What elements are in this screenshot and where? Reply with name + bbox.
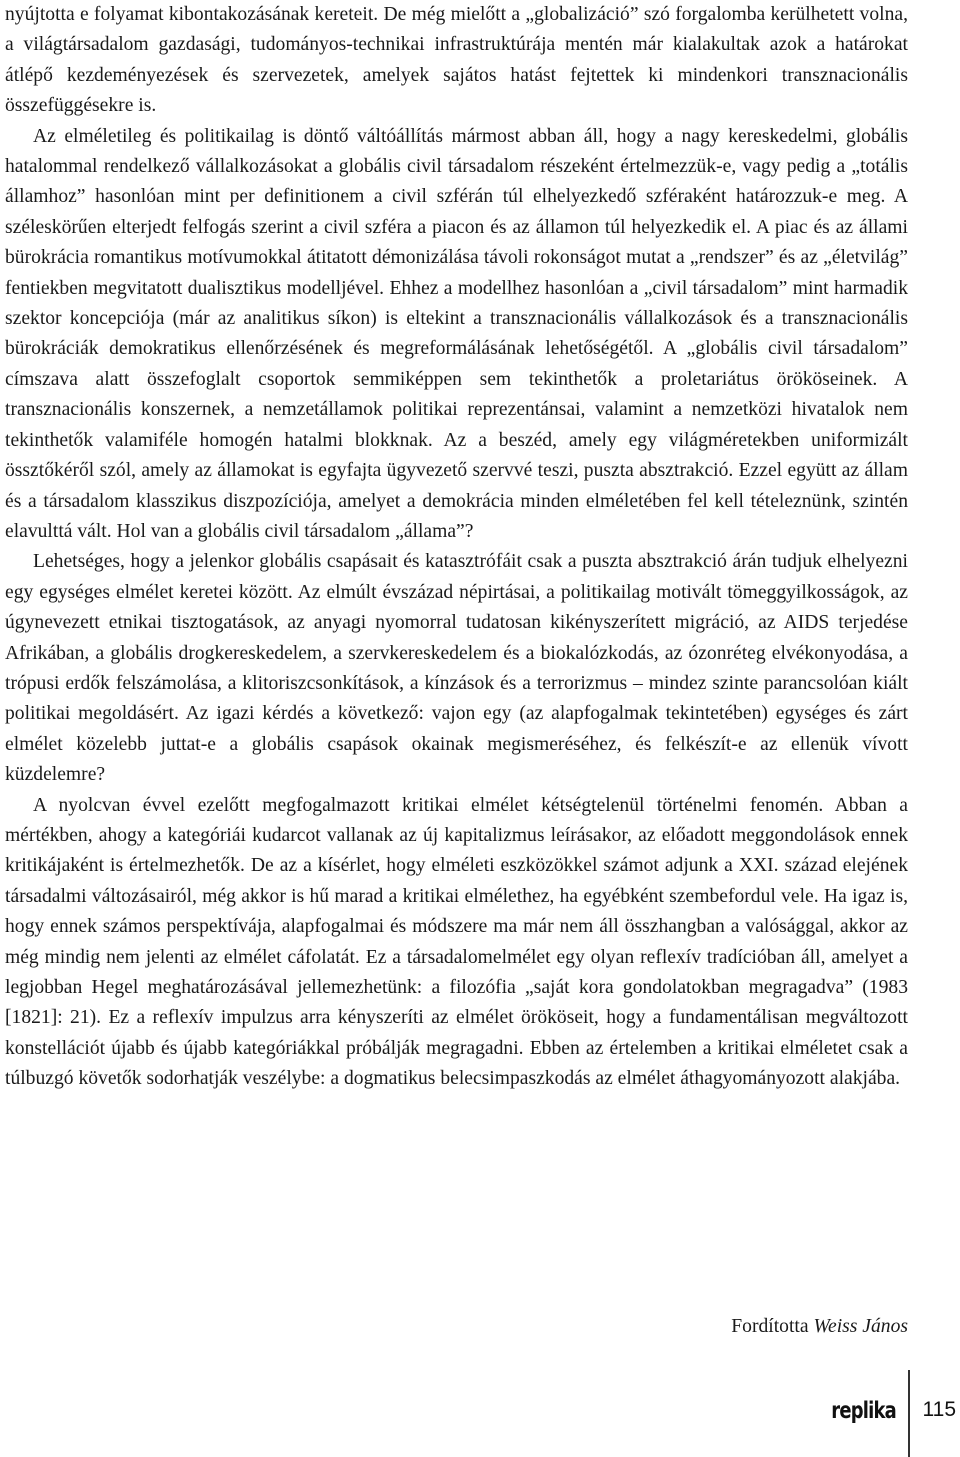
paragraph-1: nyújtotta e folyamat kibontakozásának kereteit. De még mielőtt a „globalizáció” szó forgalomba kerülhetett volna, a világtársadalom gazdasági, tudományos-technikai infrastruktúrája mentén már kialakultak azok a határokat átlépő kezdeményezések és szervezetek, amelyek sajátos hatást fejtettek ki mindenkori transznacionális összefüggésekre is. [5,4,908,117]
page-footer [0,1370,960,1457]
article-body [5,0,908,1095]
translator-credit [731,1312,908,1342]
paragraph-4: A nyolcvan évvel ezelőtt megfogalmazott kritikai elmélet kétségtelenül történelmi fenomén. Abban a mértékben, ahogy a kategóriái kudarcot vallanak az új kapitalizmus leírásakor, az előadott meggondolások ennek kritikájaként is értelmezhetők. De az a kísérlet, hogy elméleti eszközökkel számot adjunk a XXI. század elejének társadalmi változásairól, még akkor is hű marad a kritikai elmélethez, ha egyébként szembefordul vele. Ha igaz is, hogy ennek számos perspektívája, alapfogalmai és módszere ma már nem áll összhangban a valósággal, akkor az még mindig nem jelenti az elmélet cáfolatát. Ez a társadalomelmélet egy olyan reflexív tradícióban áll, amelyet a legjobban Hegel meghatározásával jellemezhetünk: a filozófia „saját kora gondolatokban megragadva” (1983 [1821]: 21). Ez a reflexív impulzus arra kényszeríti az elmélet örököseit, hogy a fundamentálisan megváltozott konstellációt újabb és újabb kategóriákkal próbálják megragadni. Ebben az értelemben a kritikai elméletet csak a túlbuzgó követők sodorhatják veszélybe: a dogmatikus belecsimpaszkodás az elmélet áthagyományozott alakjába. [5,794,908,1090]
paragraph-2: Az elméletileg és politikailag is döntő váltóállítás mármost abban áll, hogy a nagy kereskedelmi, globális hatalommal rendelkező vállalkozásokat a globális civil társadalom részeként értelmezzük-e, vagy pedig a „totális államhoz” hasonlóan mint per definitionem a civil szférán túl elhelyezkedő szféraként határozzuk-e meg. A széleskörűen elterjedt felfogás szerint a civil szféra a piacon és az államon túl helyezkedik el. A piac és az állami bürokrácia romantikus motívumokkal átitatott démonizálása távoli rokonságot mutat a „rendszer” és az „életvilág” fentiekben megvitatott dualisztikus modelljével. Ehhez a modellhez hasonlóan a „civil társadalom” mint harmadik szektor koncepciója (már az analitikus síkon) is eltekint a transznacionális vállalkozások és a transznacionális bürokráciák demokratikus ellenőrzésének és megreformálásának lehetőségétől. A „globális civil társadalom” címszava alatt összefoglalt csoportok semmiképpen sem tekinthetők a proletariátus örököseinek. A transznacionális konszernek, a nemzetállamok politikai reprezentánsai, valamint a nemzetközi hivatalok nem tekinthetők valamiféle homogén hatalmi blokknak. Az a beszéd, amely egy világméretekben uniformizált össztőkéről szól, amely az államokat is egyfajta ügyvezető szervvé teszi, puszta absztrakció. Ezzel együtt az állam és a társadalom klasszikus diszpozíciója, amelyet a demokrácia minden elméletében fel kell tételeznünk, szintén elavulttá vált. Hol van a globális civil társadalom „állama”? [5,125,908,542]
journal-logo: replika [831,1398,896,1424]
page-number: 115 [922,1398,956,1421]
translator-name: Weiss János [813,1316,908,1337]
translator-prefix: Fordította [731,1316,809,1337]
paragraph-3: Lehetséges, hogy a jelenkor globális csapásait és katasztrófáit csak a puszta absztrakció árán tudjuk elhelyezni egy egységes elmélet keretei között. Az elmúlt évszázad népirtásai, a politikailag motivált tömeggyilkosságok, az úgynevezett etnikai tisztogatások, az anyagi nyomorral tudatosan kikényszerített migráció, az AIDS terjedése Afrikában, a globális drogkereskedelem, a szervkereskedelem és a biokalózkodás, az ózonréteg elvékonyodása, a trópusi erdők felszámolása, a klitoriszcsonkítások, a kínzások és a terrorizmus – mindez szinte parancsolóan kiált politikai megoldásért. Az igazi kérdés a következő: vajon egy (az alapfogalmak tekintetében) egységes és zárt elmélet közelebb juttat-e a globális csapások okainak megismeréséhez, és felkészít-e az ellenük vívott küzdelemre? [5,551,908,786]
footer-divider [908,1370,910,1457]
